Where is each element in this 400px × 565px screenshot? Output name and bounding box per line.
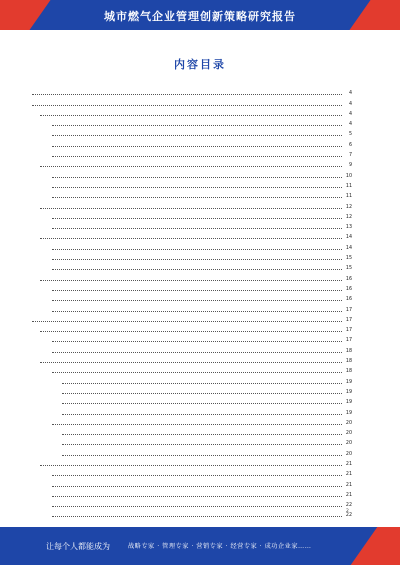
toc-dot-leader (62, 414, 342, 415)
toc-entry-page: 17 (345, 328, 352, 334)
toc-entry-page: 22 (345, 513, 352, 519)
toc-entry[interactable] (30, 302, 352, 312)
report-title: 城市燃气企业管理创新策略研究报告 (104, 10, 296, 23)
page-number: 2 (346, 509, 349, 514)
toc-entry[interactable] (30, 457, 352, 467)
toc-entry[interactable] (30, 364, 352, 374)
toc-dot-leader (40, 238, 342, 239)
toc-entry-page: 19 (345, 389, 352, 395)
footer-accent-stripe (351, 527, 400, 565)
toc-entry[interactable] (30, 354, 352, 364)
toc-entry[interactable] (30, 240, 352, 250)
toc-dot-leader (52, 352, 342, 353)
toc-entry-page: 4 (348, 122, 352, 128)
toc-dot-leader (40, 331, 342, 332)
toc-entry-page: 20 (345, 441, 352, 447)
toc-dot-leader (52, 146, 342, 147)
toc-entry[interactable] (30, 210, 352, 220)
toc-entry-page: 16 (345, 286, 352, 292)
toc-heading: 内容目录 (174, 58, 226, 71)
toc-dot-leader (62, 455, 342, 456)
toc-dot-leader (32, 105, 342, 106)
toc-dot-leader (52, 197, 342, 198)
toc-entry-page: 15 (345, 266, 352, 272)
toc-entry-page: 20 (345, 451, 352, 457)
toc-entry[interactable] (30, 313, 352, 323)
toc-entry[interactable] (30, 467, 352, 477)
footer-slogan-right: 战略专家 · 管理专家 · 营销专家 · 经营专家 · 成功企业家…… (128, 543, 312, 550)
toc-entry[interactable] (30, 405, 352, 415)
toc-dot-leader (52, 372, 342, 373)
toc-entry[interactable] (30, 385, 352, 395)
toc-dot-leader (52, 135, 342, 136)
toc-dot-leader (62, 444, 342, 445)
toc-dot-leader (52, 506, 342, 507)
toc-entry[interactable] (30, 96, 352, 106)
toc-dot-leader (52, 424, 342, 425)
toc-entry-page: 5 (348, 132, 352, 138)
toc-entry[interactable] (30, 426, 352, 436)
toc-entry-page: 18 (345, 369, 352, 375)
toc-dot-leader (52, 486, 342, 487)
toc-entry[interactable] (30, 416, 352, 426)
toc-entry-page: 16 (345, 276, 352, 282)
toc-entry[interactable] (30, 395, 352, 405)
toc-entry[interactable] (30, 282, 352, 292)
toc-entry[interactable] (30, 261, 352, 271)
toc-dot-leader (40, 465, 342, 466)
toc-entry[interactable] (30, 374, 352, 384)
toc-entry-page: 19 (345, 379, 352, 385)
toc-entry-page: 21 (345, 492, 352, 498)
toc-entry-page: 14 (345, 235, 352, 241)
report-header (0, 0, 400, 30)
toc-dot-leader (62, 383, 342, 384)
toc-entry-page: 21 (345, 461, 352, 467)
toc-entry[interactable] (30, 446, 352, 456)
toc-entry[interactable] (30, 333, 352, 343)
toc-entry-page: 14 (345, 245, 352, 251)
toc-entry[interactable] (30, 137, 352, 147)
toc-dot-leader (32, 321, 342, 322)
toc-entry[interactable] (30, 220, 352, 230)
toc-entry[interactable] (30, 508, 352, 518)
toc-entry-page: 10 (345, 173, 352, 179)
toc-entry[interactable] (30, 199, 352, 209)
toc-entry[interactable] (30, 158, 352, 168)
toc-entry[interactable] (30, 107, 352, 117)
toc-dot-leader (52, 300, 342, 301)
toc-entry-page: 9 (348, 163, 352, 169)
toc-entry[interactable] (30, 292, 352, 302)
toc-dot-leader (52, 249, 342, 250)
toc-entry-page: 17 (345, 317, 352, 323)
toc-entry-page: 11 (345, 194, 352, 200)
toc-entry-page: 22 (345, 503, 352, 509)
toc-dot-leader (62, 393, 342, 394)
toc-dot-leader (52, 156, 342, 157)
toc-dot-leader (62, 434, 342, 435)
toc-dot-leader (52, 269, 342, 270)
toc-entry-page: 19 (345, 410, 352, 416)
toc-entry-page: 4 (348, 101, 352, 107)
toc-entry-page: 11 (345, 183, 352, 189)
toc-entry[interactable] (30, 436, 352, 446)
toc-dot-leader (52, 218, 342, 219)
toc-entry-page: 12 (345, 214, 352, 220)
toc-entry-page: 18 (345, 348, 352, 354)
toc-entry-page: 15 (345, 256, 352, 262)
toc-entry[interactable] (30, 148, 352, 158)
toc-entry[interactable] (30, 323, 352, 333)
toc-dot-leader (52, 311, 342, 312)
toc-entry[interactable] (30, 168, 352, 178)
toc-dot-leader (40, 208, 342, 209)
toc-entry[interactable] (30, 343, 352, 353)
toc-entry-page: 21 (345, 472, 352, 478)
toc-entry-page: 16 (345, 297, 352, 303)
toc-entry[interactable] (30, 477, 352, 487)
toc-entry[interactable] (30, 498, 352, 508)
toc-dot-leader (52, 259, 342, 260)
toc-dot-leader (52, 290, 342, 291)
toc-dot-leader (52, 187, 342, 188)
toc-entry[interactable] (30, 230, 352, 240)
toc-dot-leader (52, 125, 342, 126)
toc-entry-page: 21 (345, 482, 352, 488)
toc-dot-leader (52, 228, 342, 229)
toc-entry-page: 12 (345, 204, 352, 210)
toc-entry-page: 6 (348, 142, 352, 148)
toc-dot-leader (40, 166, 342, 167)
toc-dot-leader (40, 362, 342, 363)
toc-dot-leader (40, 280, 342, 281)
toc-dot-leader (52, 516, 342, 517)
footer-slogan-left: 让每个人都能成为 (46, 542, 110, 551)
toc-entry[interactable] (30, 86, 352, 96)
toc-dot-leader (52, 341, 342, 342)
toc-entry-page: 4 (348, 91, 352, 97)
toc-entry[interactable] (30, 271, 352, 281)
toc-dot-leader (62, 403, 342, 404)
toc-entry[interactable] (30, 117, 352, 127)
toc-entry[interactable] (30, 488, 352, 498)
toc-entry[interactable] (30, 251, 352, 261)
toc-dot-leader (52, 475, 342, 476)
toc-entry-page: 20 (345, 431, 352, 437)
toc-entry[interactable] (30, 179, 352, 189)
toc-dot-leader (40, 115, 342, 116)
toc-entry-page: 19 (345, 400, 352, 406)
toc-entry[interactable] (30, 189, 352, 199)
toc-entry-page: 18 (345, 359, 352, 365)
toc-entry-page: 17 (345, 307, 352, 313)
toc-entry-page: 4 (348, 111, 352, 117)
toc-dot-leader (52, 177, 342, 178)
toc-entry-page: 20 (345, 420, 352, 426)
toc-entry-page: 17 (345, 338, 352, 344)
toc-entry-page: 13 (345, 225, 352, 231)
table-of-contents (30, 86, 352, 518)
toc-entry[interactable] (30, 127, 352, 137)
report-footer (0, 527, 400, 565)
toc-dot-leader (32, 94, 342, 95)
toc-entry-page: 7 (348, 153, 352, 159)
toc-dot-leader (52, 496, 342, 497)
